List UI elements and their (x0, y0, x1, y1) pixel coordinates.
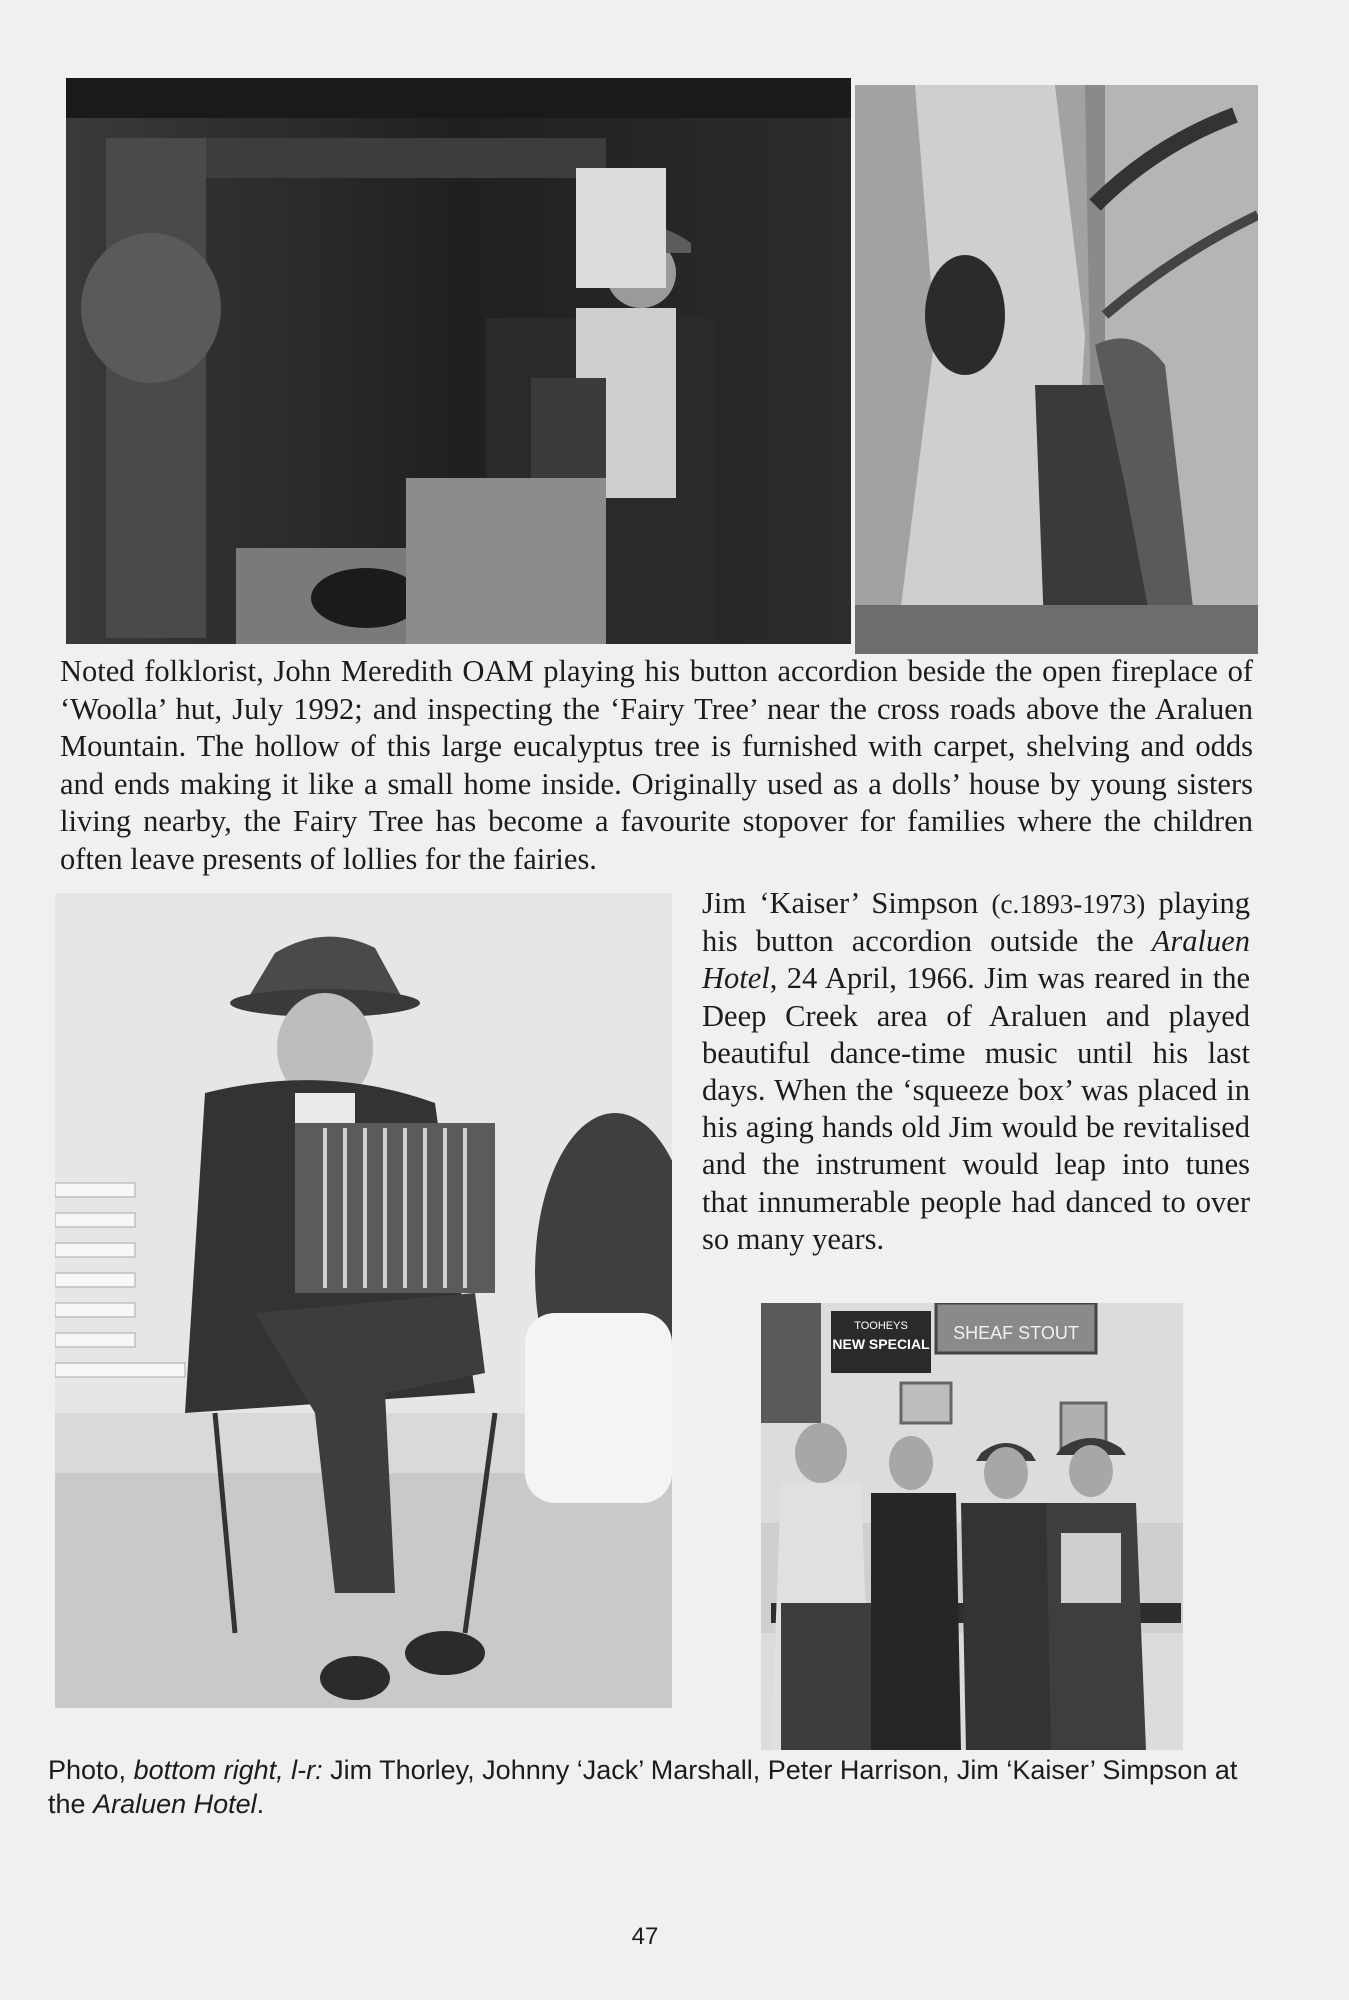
sign-new-special: NEW SPECIAL (832, 1336, 930, 1352)
page-number: 47 (631, 1923, 659, 1950)
caption-bottom-names: Jim Thorley, Johnny ‘Jack’ Marshall, Peter Harrison, Jim ‘Kaiser’ Simpson at the (48, 1755, 1238, 1819)
photo-fairy-tree (855, 85, 1258, 654)
photo-group-araluen-hotel (761, 1303, 1183, 1750)
caption-jim-simpson (702, 885, 1250, 1258)
sign-sheaf-stout: SHEAF STOUT (953, 1323, 1079, 1343)
caption-jim-text-a: playing his button accordion outside the (702, 886, 1251, 959)
caption-fireplace-fairy-tree: Noted folklorist, John Meredith OAM playing his button accordion beside the open fireplace of ‘Woolla’ hut, July 1992; and inspecting the ‘Fairy Tree’ near the cross roads above the Araluen Mountain. The hollow of this large eucalyptus tree is furnished with carpet, shelving and odds and ends making it like a small home inside. Originally used as a dolls’ house by young sisters living nearby, the Fairy Tree has become a favourite stopover for families where the children often leave presents of lollies for the fairies. (60, 654, 1253, 876)
caption-jim-name: Jim ‘Kaiser’ Simpson (702, 886, 979, 920)
caption-jim-hotel: Araluen Hotel (702, 924, 1251, 996)
caption-jim-text-b: , 24 April, 1966. Jim was reared in the Deep Creek area of Araluen and played beautiful dance-time music until his last days. When the ‘squeeze box’ was placed in his aging hands old Jim would be revitalised and the instrument would leap into tunes that innumerable people had danced to over so many years. (702, 961, 1250, 1256)
sign-tooheys: TOOHEYS (854, 1320, 908, 1332)
photo-fireplace (66, 78, 851, 644)
caption-jim-dates: (c.1893-1973) (991, 889, 1146, 919)
caption-group-photo (48, 1753, 1268, 1821)
photo-jim-simpson (55, 893, 672, 1708)
caption-bottom-position: bottom right, l-r: (133, 1755, 323, 1785)
caption-bottom-hotel: Araluen Hotel (93, 1789, 257, 1819)
caption-bottom-suffix: . (256, 1789, 265, 1819)
caption-bottom-prefix: Photo, (48, 1755, 127, 1785)
